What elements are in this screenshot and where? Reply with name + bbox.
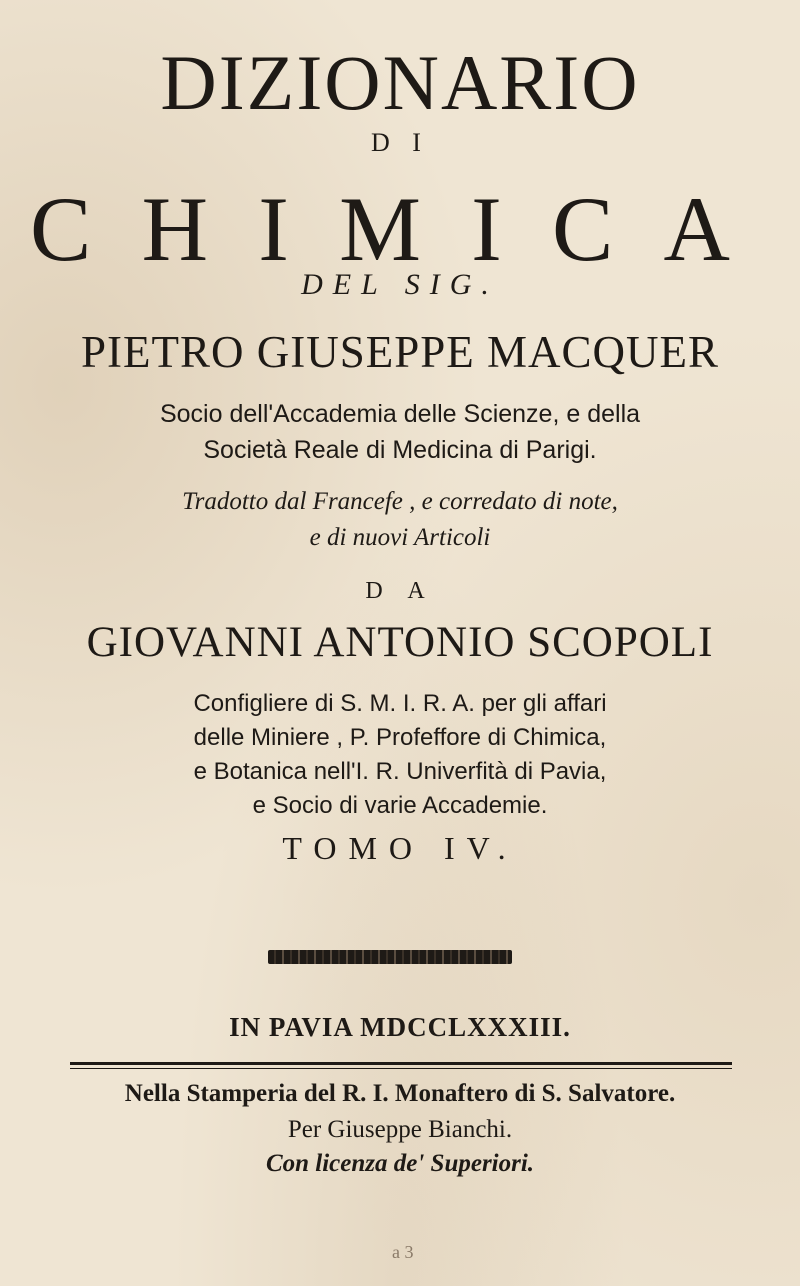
subject-title [30,176,730,282]
printer-line: Nella Stamperia del R. I. Monaftero di S. Salvatore. [124,1080,676,1107]
translator-description-line: e Botanica nell'I. R. Univerfità di Pavia, [193,758,607,785]
subject-letter: I [258,178,289,280]
ornament-divider [268,950,512,964]
printer-line: Per Giuseppe Bianchi. [287,1116,513,1143]
author-description-line: Società Reale di Medicina di Parigi. [203,436,597,464]
imprint: IN PAVIA MDCCLXXXIII. [229,1012,571,1042]
printer-line: Con licenza de' Superiori. [265,1150,535,1177]
rule-divider [70,1062,732,1065]
translation-note-line: e di nuovi Articoli [309,524,491,551]
rule-divider [70,1068,732,1069]
translator-description-line: Configliere di S. M. I. R. A. per gli affari [193,690,607,717]
subject-letter: C [551,178,614,280]
subject-letter: I [471,178,502,280]
book-title: DIZIONARIO [160,39,640,126]
del-sig: DEL SIG. [301,268,499,301]
subject-letter: M [339,178,421,280]
author-name: PIETRO GIUSEPPE MACQUER [80,327,720,377]
author-description-line: Socio dell'Accademia delle Scienze, e della [159,400,641,428]
translator-description-line: e Socio di varie Accademie. [252,792,548,819]
subject-letter: H [141,178,209,280]
translation-note-line: Tradotto dal Francefe , e corredato di note, [182,488,618,515]
preposition-di: D I [371,128,429,157]
subject-letter: A [663,178,730,280]
preposition-da: D A [365,578,435,604]
subject-letter: C [30,178,92,280]
volume-number: TOMO IV. [282,830,518,866]
signature-mark: a 3 [392,1242,414,1262]
translator-name: GIOVANNI ANTONIO SCOPOLI [86,619,714,666]
translator-description-line: delle Miniere , P. Profeffore di Chimica, [193,724,607,751]
